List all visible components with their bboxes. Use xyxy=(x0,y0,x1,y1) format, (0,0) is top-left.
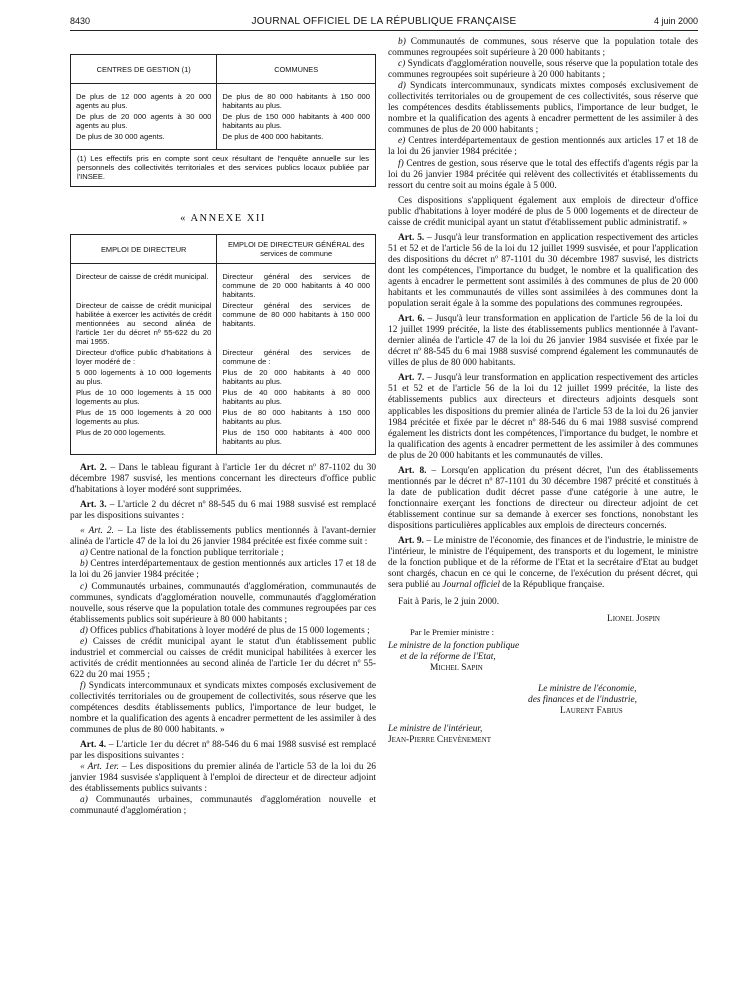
table2-cell: Directeur d'office public d'habitations à loyer modéré de : xyxy=(71,347,217,367)
list-item: d) Syndicats intercommunaux, syndicats mixtes composés exclusivement de collectivités territoriales ou de groupement de ces collectivités, sous réserve que les compétences desdits établissements publics, l'importance de leur budget, le nombre et la qualification des agents à encadrer permettent de les assimiler à des communes de plus de 20 000 habitants ; xyxy=(388,81,698,136)
article-5: Art. 5. – Jusqu'à leur transformation en application respectivement des articles 51 et 52 et de l'article 56 de la loi du 12 juillet 1999 susvisée, et pour l'application des dispositions du décret nº 87-1101 du 30 décembre 1987 susvisé, les districts dont les compétences, l'importance du budget, le nombre et la qualification des agents à encadrer le permettent sont assimilés à des communes de plus de 20 000 habitants et les communautés de villes sont assimilées à des communes dont la population serait égale à la somme des populations des communes regroupées. xyxy=(388,232,698,310)
issue-date: 4 juin 2000 xyxy=(653,16,698,26)
list-item: a) Communautés urbaines, communautés d'agglomération nouvelle et communauté d'agglomération ; xyxy=(70,795,376,817)
table2-header-director: EMPLOI DE DIRECTEUR xyxy=(71,235,217,264)
minister-int-title: Le ministre de l'intérieur, xyxy=(388,723,483,734)
director-posts-table xyxy=(70,234,376,455)
annex-title: « ANNEXE XII xyxy=(180,213,266,224)
article-7: Art. 7. – Jusqu'à leur transformation en application respectivement des articles 51 et 52 et de l'article 56 de la loi du 12 juillet 1999 précitée, la liste des établissements publics aux directeurs et directeurs adjoints desquels sont applicables les dispositions du premier alinéa de l'article 53 de la loi du 26 janvier 1984 précitée et fixée par le décret nº 88-546 du 6 mai 1988 susvisé comprend également les districts dont les compétences, l'importance du budget, le nombre et la qualification des agents à encadrer permettent de les assimiler à des communes de plus de 20 000 habitants et les communautés de villes. xyxy=(388,373,698,461)
table1-footnote: (1) Les effectifs pris en compte sont ceux résultant de l'enquête annuelle sur les personnels des collectivités territoriales et des services publics locaux publiée par l'INSEE. xyxy=(70,150,376,187)
table2-cell: Plus de 20 000 habitants à 40 000 habitants au plus. xyxy=(217,367,376,387)
table2-cell: 5 000 logements à 10 000 logements au plus. xyxy=(71,367,217,387)
list-item: d) Offices publics d'habitations à loyer modéré de plus de 15 000 logements ; xyxy=(80,625,370,636)
table1-header-communes: COMMUNES xyxy=(217,55,376,84)
list-item: e) Caisses de crédit municipal ayant le statut d'un établissement public industriel et commercial ou caisses de crédit municipal habilitées à exercer les activités de crédit mentionnées au second alinéa de l'article 1er du décret nº 55-622 du 20 mai 1955 ; xyxy=(70,636,376,680)
minister-int-name: Jean-Pierre Chevènement xyxy=(388,734,492,745)
minister-eco-name: Laurent Fabius xyxy=(560,705,623,716)
table2-cell: Plus de 40 000 habitants à 80 000 habitants au plus. xyxy=(217,387,376,407)
minister-fp-title-2: et de la réforme de l'Etat, xyxy=(400,652,496,663)
table2-header-general-director: EMPLOI DE DIRECTEUR GÉNÉRAL des services de commune xyxy=(217,235,376,264)
table2-cell: Directeur général des services de commune de : xyxy=(217,347,376,367)
list-item: c) Syndicats d'agglomération nouvelle, sous réserve que la population totale des communes regroupées soit supérieure à 20 000 habitants ; xyxy=(388,59,698,81)
journal-title: JOURNAL OFFICIEL DE LA RÉPUBLIQUE FRANÇAISE xyxy=(251,16,517,27)
table1-cell: De plus de 20 000 agents à 30 000 agents au plus. xyxy=(71,111,217,131)
list-item: f) Syndicats intercommunaux et syndicats mixtes composés exclusivement de collectivités territoriales ou de groupement de collectivités, sous réserve que les compétences desdits établissements publics, l'importance de leur budget, le nombre et la qualification des agents à encadrer permettent de les assimiler à des communes de plus de 80 000 habitants. » xyxy=(70,680,376,736)
closing-paragraph: Ces dispositions s'appliquent également aux emplois de directeur d'office public d'habitations à loyer modéré de plus de 5 000 logements et de directeur de caisse de crédit municipal ayant un statut d'établissement public administratif. » xyxy=(388,195,698,228)
table2-cell: Plus de 15 000 logements à 20 000 logements au plus. xyxy=(71,407,217,427)
signer-prime-minister: Lionel Jospin xyxy=(607,614,660,625)
list-item: f) Centres de gestion, sous réserve que le total des effectifs d'agents régis par la loi du 26 janvier 1984 précitée qui relèvent des collectivités et établissements du ressort du centre soit au moins égale à 5 000. xyxy=(388,158,698,191)
list-item: c) Communautés urbaines, communautés d'agglomération, communautés de communes, syndicats d'agglomération nouvelle, communautés d'agglomération nouvelle, sous réserve que la population totale des communes regroupées par ces établissements publics soit supérieure à 80 000 habitants ; xyxy=(70,581,376,625)
table1-cell: De plus de 12 000 agents à 20 000 agents au plus. xyxy=(71,84,217,112)
list-item: a) Centre national de la fonction publique territoriale ; xyxy=(80,548,284,559)
table1-header-centres: CENTRES DE GESTION (1) xyxy=(71,55,217,84)
table2-cell: Plus de 20 000 logements. xyxy=(71,427,217,455)
done-at: Fait à Paris, le 2 juin 2000. xyxy=(398,597,500,608)
right-column xyxy=(388,37,698,746)
table2-cell: Directeur général des services de commune de 20 000 habitants à 40 000 habitants. xyxy=(217,264,376,301)
table1-cell: De plus de 400 000 habitants. xyxy=(217,131,376,150)
table2-cell: Plus de 10 000 logements à 15 000 logements au plus. xyxy=(71,387,217,407)
page-header xyxy=(70,12,698,30)
table2-cell: Directeur général des services de commune de 80 000 habitants à 150 000 habitants. xyxy=(217,300,376,347)
article-8: Art. 8. – Lorsqu'en application du présent décret, l'un des établissements mentionnés par le décret nº 87-1101 du 30 décembre 1987 précité et constitués à la date de publication dudit décret passe d'une catégorie à une autre, le fonctionnaire exerçant les fonctions de directeur ou directeur adjoint de cet établissement continue sur sa demande à exercer ses fonctions, nonobstant les dispositions particulières applicables aux emplois de directeurs concernés. xyxy=(388,465,699,531)
header-rule xyxy=(70,30,698,31)
left-column xyxy=(70,37,376,818)
minister-fp-title-1: Le ministre de la fonction publique xyxy=(388,641,520,652)
table2-cell: Plus de 150 000 habitants à 400 000 habitants au plus. xyxy=(217,427,376,455)
article-9: Art. 9. – Le ministre de l'économie, des finances et de l'industrie, le ministre de l'intérieur, le ministre de l'équipement, des transports et du logement, le ministre de la fonction publique et de la réforme de l'Etat et la secrétaire d'Etat au budget sont chargés, chacun en ce qui le concerne, de l'exécution du présent décret, qui sera publié au Journal officiel de la République française. xyxy=(388,536,698,591)
list-item: b) Communautés de communes, sous réserve que la population totale des communes regroupées soit supérieure à 20 000 habitants ; xyxy=(388,37,698,59)
article-3-quote: « Art. 2. – La liste des établissements publics mentionnés à l'avant-dernier alinéa de l'article 47 de la loi du 26 janvier 1984 précitée est fixée comme suit : xyxy=(70,526,377,548)
management-centres-table xyxy=(70,54,376,150)
article-4-quote: « Art. 1er. – Les dispositions du premier alinéa de l'article 53 de la loi du 26 janvier 1984 susvisée s'appliquent à l'emploi de directeur et de directeur adjoint des établissements publics suivants : xyxy=(70,762,376,795)
list-item: b) Centres interdépartementaux de gestion mentionnés aux articles 17 et 18 de la loi du 26 janvier 1984 précitée ; xyxy=(70,559,376,581)
article-4: Art. 4. – L'article 1er du décret nº 88-546 du 6 mai 1988 susvisé est remplacé par les dispositions suivantes : xyxy=(70,740,376,762)
by-prime-minister: Par le Premier ministre : xyxy=(410,627,495,638)
table1-cell: De plus de 80 000 habitants à 150 000 habitants au plus. xyxy=(217,84,376,112)
article-6: Art. 6. – Jusqu'à leur transformation en application de l'article 56 de la loi du 12 juillet 1999 précitée, la liste des établissements publics mentionnée à l'avant-dernier alinéa de l'article 47 de la loi du 26 janvier 1984 susvisée et fixée par le décret nº 88-545 du 6 mai 1988 susvisé comprend également les communautés de villes de plus de 80 000 habitants. xyxy=(388,314,698,369)
list-item: e) Centres interdépartementaux de gestion mentionnés aux articles 17 et 18 de la loi du 26 janvier 1984 précitée ; xyxy=(388,136,698,158)
minister-eco-title-1: Le ministre de l'économie, xyxy=(538,683,637,694)
article-2: Art. 2. – Dans le tableau figurant à l'article 1er du décret nº 87-1102 du 30 décembre 1987 susvisé, les mentions concernant les directeurs d'office public d'habitations à loyer modéré sont supprimées. xyxy=(70,463,377,496)
table2-cell: Directeur de caisse de crédit municipal habilitée à exercer les activités de crédit mentionnées au second alinéa de l'article 1er du décret nº 55-622 du 20 mai 1955. xyxy=(71,300,217,347)
page-number: 8430 xyxy=(70,16,91,26)
table1-cell: De plus de 150 000 habitants à 400 000 habitants au plus. xyxy=(217,111,376,131)
signatures xyxy=(388,597,698,746)
table1-cell: De plus de 30 000 agents. xyxy=(71,131,217,150)
minister-eco-title-2: des finances et de l'industrie, xyxy=(528,694,638,705)
table2-cell: Directeur de caisse de crédit municipal. xyxy=(71,264,217,301)
article-3: Art. 3. – L'article 2 du décret nº 88-545 du 6 mai 1988 susvisé est remplacé par les dispositions suivantes : xyxy=(70,500,376,522)
minister-fp-name: Michel Sapin xyxy=(430,663,483,674)
table2-cell: Plus de 80 000 habitants à 150 000 habitants au plus. xyxy=(217,407,376,427)
